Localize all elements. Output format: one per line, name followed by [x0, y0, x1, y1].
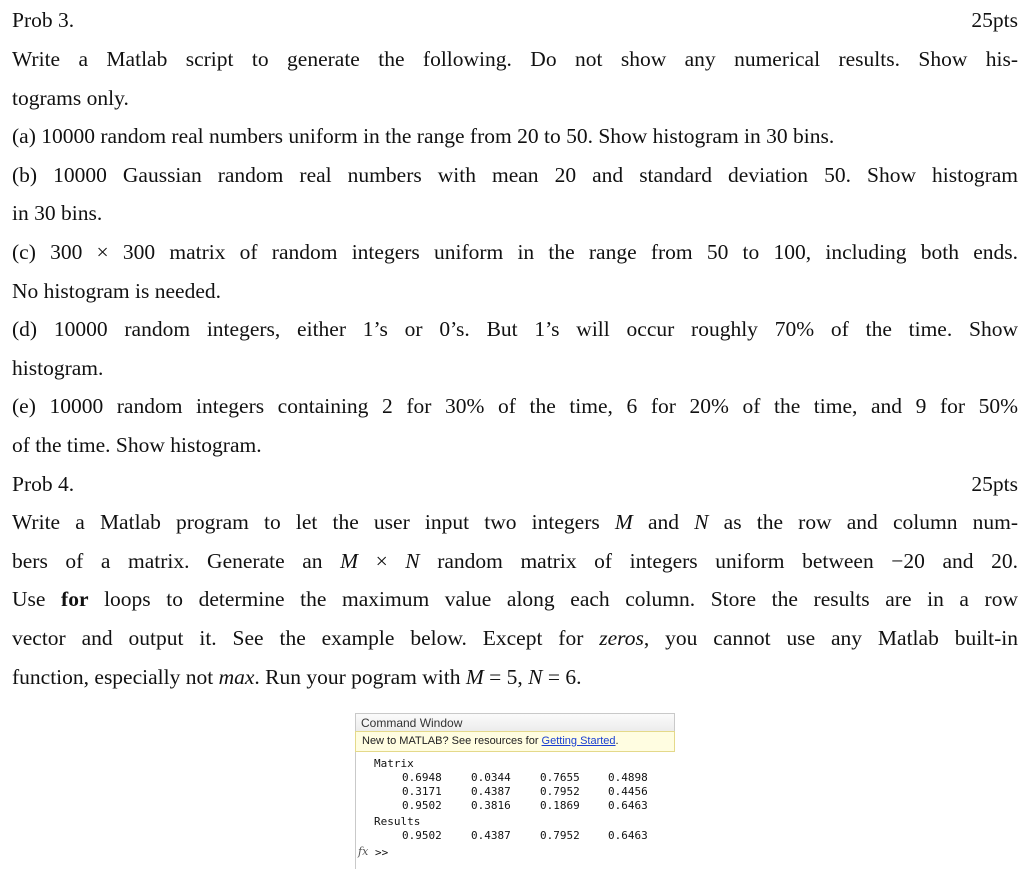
- prob4-line-5: function, especially not max. Run your pogram with M = 5, N = 6.: [12, 665, 582, 689]
- prob4-line-1: Write a Matlab program to let the user input two integers M and N as the row and column num-: [12, 510, 1018, 534]
- prob3-part-d-line-1: (d) 10000 random integers, either 1’s or 0’s. But 1’s will occur roughly 70% of the time. Show: [12, 317, 1018, 341]
- matrix-cell: 0.7952: [540, 785, 580, 798]
- matrix-cell: 0.6948: [402, 771, 442, 784]
- command-window-title: Command Window: [355, 713, 675, 731]
- prob3-part-c-line-1: (c) 300 × 300 matrix of random integers uniform in the range from 50 to 100, including both ends.: [12, 240, 1018, 264]
- matrix-label: Matrix: [374, 757, 414, 770]
- getting-started-link[interactable]: Getting Started: [541, 735, 616, 747]
- matrix-cell: 0.0344: [471, 771, 511, 784]
- prob4-line-4: vector and output it. See the example below. Except for zeros, you cannot use any Matlab built-in: [12, 626, 1018, 650]
- matrix-cell: 0.3171: [402, 785, 442, 798]
- matlab-command-window: [355, 713, 675, 869]
- prob3-points: 25pts: [971, 8, 1018, 32]
- matrix-cell: 0.7655: [540, 771, 580, 784]
- matrix-cell: 0.3816: [471, 799, 511, 812]
- prob3-part-b-line-1: (b) 10000 Gaussian random real numbers with mean 20 and standard deviation 50. Show histogram: [12, 163, 1018, 187]
- matrix-cell: 0.6463: [608, 799, 648, 812]
- function-browser-icon[interactable]: fx: [358, 845, 369, 858]
- prob3-part-e-line-1: (e) 10000 random integers containing 2 for 30% of the time, 6 for 20% of the time, and 9 for 50%: [12, 394, 1018, 418]
- matrix-cell: 0.9502: [402, 799, 442, 812]
- matrix-cell: 0.4898: [608, 771, 648, 784]
- prob4-points: 25pts: [971, 472, 1018, 496]
- prob3-intro-line-1: Write a Matlab script to generate the following. Do not show any numerical results. Show his-: [12, 47, 1018, 71]
- prob3-part-b-line-2: in 30 bins.: [12, 201, 103, 225]
- matrix-cell: 0.4456: [608, 785, 648, 798]
- prob3-part-e-line-2: of the time. Show histogram.: [12, 433, 262, 457]
- result-cell: 0.7952: [540, 829, 580, 842]
- new-to-matlab-banner: New to MATLAB? See resources for Getting Started.: [355, 731, 675, 752]
- matrix-cell: 0.4387: [471, 785, 511, 798]
- prob3-part-d-line-2: histogram.: [12, 356, 104, 380]
- prob3-intro-line-2: tograms only.: [12, 86, 129, 110]
- result-cell: 0.4387: [471, 829, 511, 842]
- result-cell: 0.6463: [608, 829, 648, 842]
- command-window-output[interactable]: [355, 752, 675, 869]
- prob3-part-a: (a) 10000 random real numbers uniform in the range from 20 to 50. Show histogram in 30 bins.: [12, 124, 835, 148]
- prob4-header: [12, 469, 1018, 499]
- prob4-line-2: bers of a matrix. Generate an M × N random matrix of integers uniform between −20 and 20.: [12, 549, 1018, 573]
- results-label: Results: [374, 815, 421, 828]
- command-prompt[interactable]: >>: [375, 846, 389, 859]
- prob3-header: [12, 5, 1018, 35]
- result-cell: 0.9502: [402, 829, 442, 842]
- prob3-title: Prob 3.: [12, 8, 75, 32]
- prob3-part-c-line-2: No histogram is needed.: [12, 279, 221, 303]
- prob4-line-3: Use for loops to determine the maximum value along each column. Store the results are in a row: [12, 587, 1018, 611]
- prob4-title: Prob 4.: [12, 472, 75, 496]
- matrix-cell: 0.1869: [540, 799, 580, 812]
